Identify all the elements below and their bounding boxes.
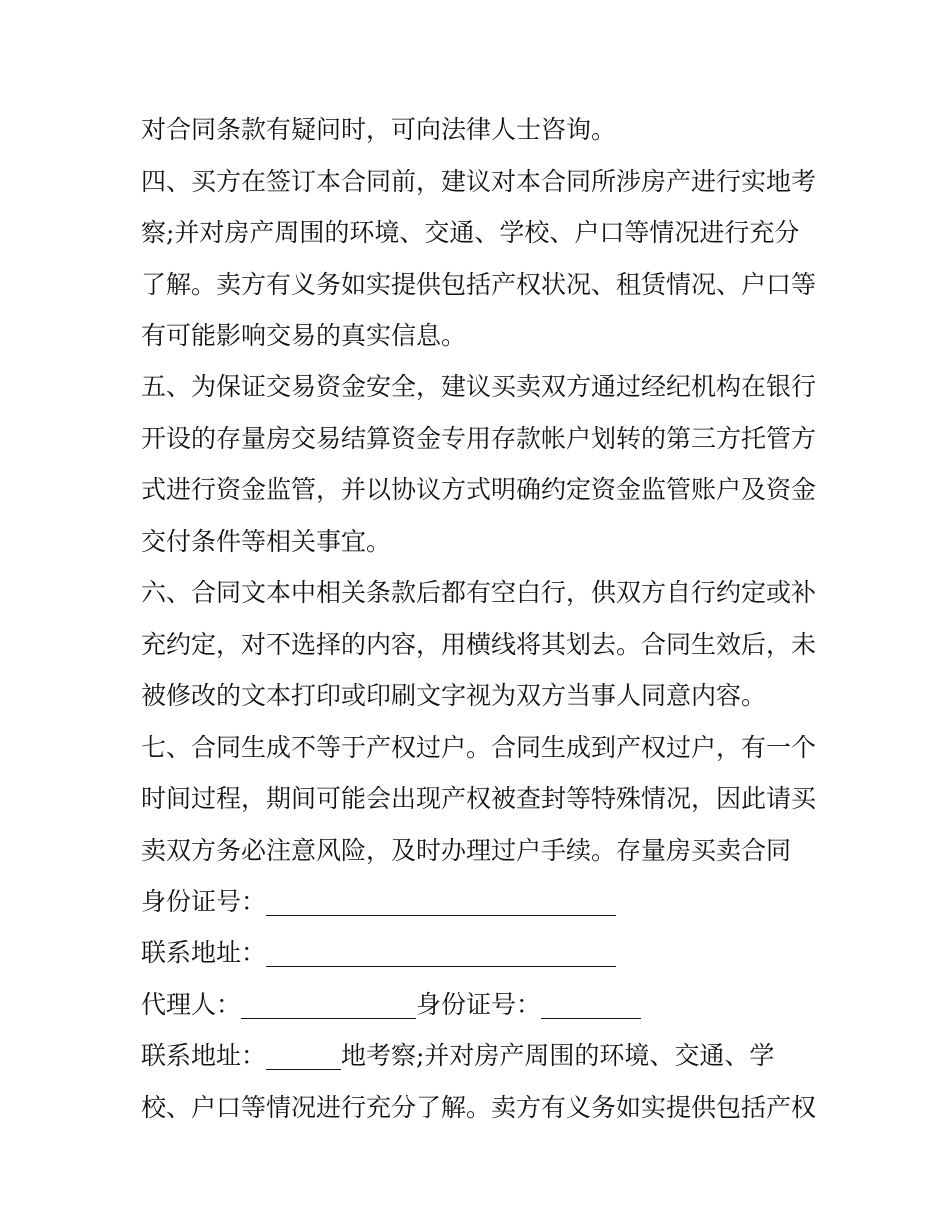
- text-line: 式进行资金监管，并以协议方式明确约定资金监管账户及资金: [141, 475, 817, 504]
- contact-address-field-line: 联系地址：____________________________: [141, 938, 617, 967]
- text-line: 五、为保证交易资金安全，建议买卖双方通过经纪机构在银行: [141, 372, 817, 401]
- text-line: 交付条件等相关事宜。: [141, 527, 392, 556]
- text-line: 有可能影响交易的真实信息。: [141, 321, 467, 350]
- text-line: 六、合同文本中相关条款后都有空白行，供双方自行约定或补: [141, 578, 817, 607]
- text-line: 被修改的文本打印或印刷文字视为双方当事人同意内容。: [141, 681, 767, 710]
- text-line: 时间过程，期间可能会出现产权被查封等特殊情况，因此请买: [141, 784, 817, 813]
- text-line: 七、合同生成不等于产权过户。合同生成到产权过户，有一个: [141, 733, 817, 762]
- text-line: 卖双方务必注意风险，及时办理过户手续。存量房买卖合同: [141, 836, 792, 865]
- text-line: 四、买方在签订本合同前，建议对本合同所涉房产进行实地考: [141, 167, 817, 196]
- text-line: 察;并对房产周围的环境、交通、学校、户口等情况进行充分: [141, 218, 800, 247]
- text-line: 对合同条款有疑问时，可向法律人士咨询。: [141, 115, 617, 144]
- text-line: 开设的存量房交易结算资金专用存款帐户划转的第三方托管方: [141, 424, 817, 453]
- id-number-field-line: 身份证号：____________________________: [141, 887, 617, 916]
- text-line: 充约定，对不选择的内容，用横线将其划去。合同生效后，未: [141, 630, 817, 659]
- agent-field-line: 代理人：______________身份证号：________: [141, 990, 642, 1019]
- text-line: 联系地址：______地考察;并对房产周围的环境、交通、学: [141, 1041, 775, 1070]
- text-line: 了解。卖方有义务如实提供包括产权状况、租赁情况、户口等: [141, 270, 817, 299]
- text-line: 校、户口等情况进行充分了解。卖方有义务如实提供包括产权: [141, 1093, 817, 1122]
